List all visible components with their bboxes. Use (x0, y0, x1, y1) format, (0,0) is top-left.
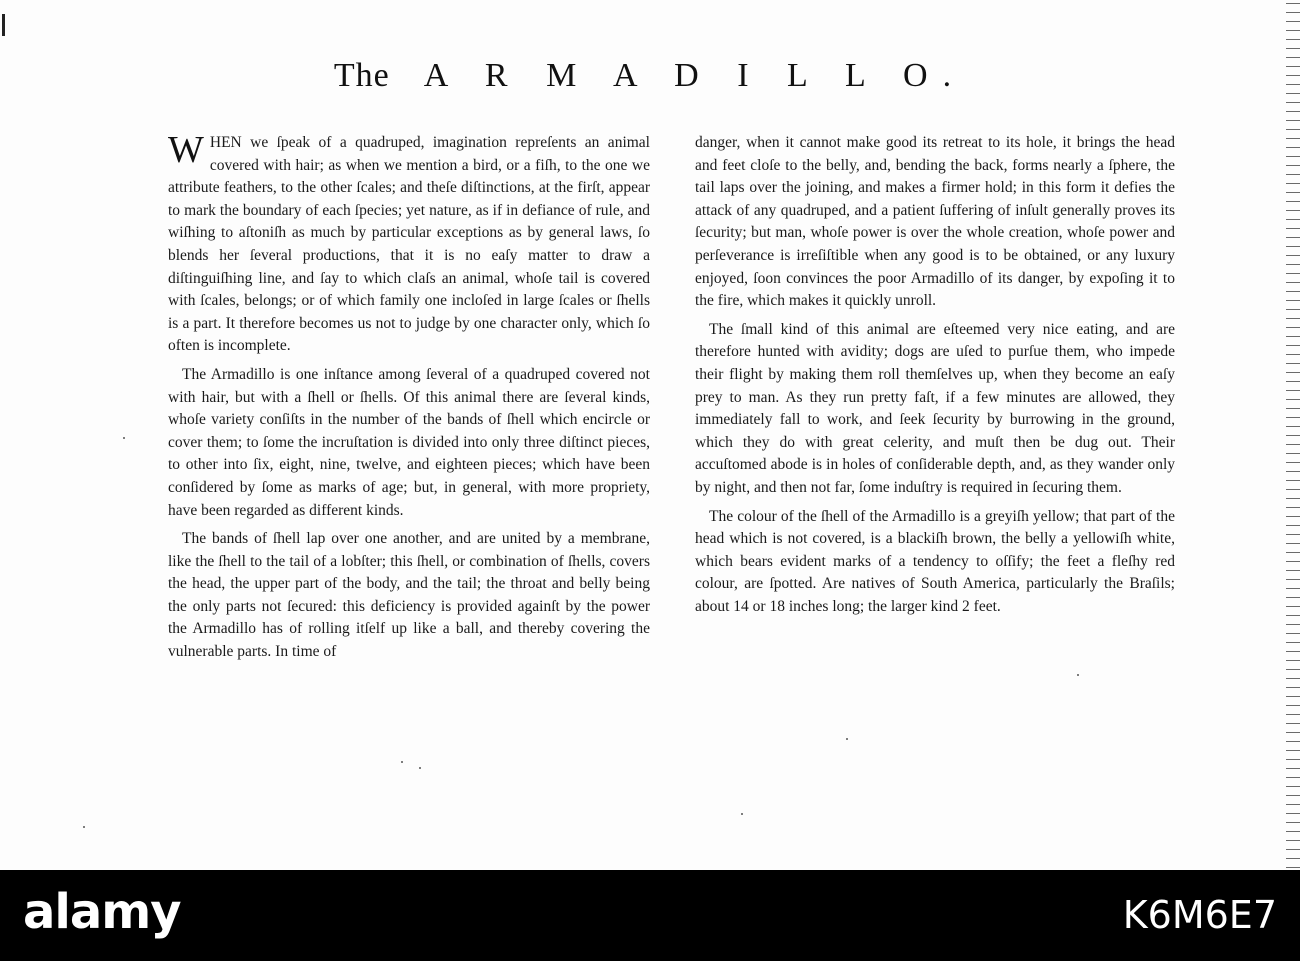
page-edge-mark (2, 14, 5, 36)
paragraph-3: The bands of ſhell lap over one another, and are united by a membrane, like the ſhell to the tail of a lobſter; this ſhell, or combination of ſhells, covers the head, the upper part of the body, and the tail; the throat and belly being the only parts not ſecured: this deficiency is provided againſt by the power the Armadillo has of rolling itſelf up like a ball, and thereby covering the vulnerable parts. In time of (168, 530, 650, 661)
paragraph-6: The colour of the ſhell of the Armadillo is a greyiſh yellow; that part of the head which is not covered, is a blackiſh brown, the belly a yellowiſh white, which bears evident marks of a tendency to oſſify; the feet a fleſhy red colour, are ſpotted. Are natives of South America, particularly the Braſils; about 14 or 18 inches long; the larger kind 2 feet. (695, 507, 1175, 615)
paragraph-5: The ſmall kind of this animal are eſteemed very nice eating, and are therefore hunted with avidity; dogs are uſed to purſue them, who impede their flight by making them roll themſelves up, when they become an eaſy prey to man. As they run pretty faſt, if a few minutes are allowed, they immediately fall to work, and ſeek ſecurity by burrowing in the ground, which they do with great celerity, and muſt then be dug out. Their accuſtomed abode is in holes of conſiderable depth, and, as they wander only by night, and then not far, ſome induſtry is required in ſecuring them. (695, 320, 1175, 496)
watermark-banner (0, 870, 1300, 961)
paragraph-2: The Armadillo is one inſtance among ſeveral of a quadruped covered not with hair, but with a ſhell or ſhells. Of this animal there are ſeveral kinds, whoſe variety conſiſts in the number of the bands of ſhell which encircle or cover them; to ſome the incruſtation is divided into only three diſtinct pieces, to other into ſix, eight, nine, twelve, and eighteen pieces; which have been conſidered by ſome as marks of age; but, in general, with more propriety, have been regarded as different kinds. (168, 365, 650, 519)
title-article: The (333, 57, 390, 94)
page-binding-edge (1286, 0, 1300, 870)
title-name: A R M A D I L L O. (423, 57, 967, 94)
paragraph-4: danger, when it cannot make good its retreat to its hole, it brings the head and feet cloſe to the belly, and, bending the back, forms nearly a ſphere, the tail laps over the joining, and makes a firmer hold; in this form it defies the attack of any quadruped, and a patient ſuffering of inſult generally proves its ſecurity; but man, whoſe power is over the whole creation, whoſe power and perſeverance is irreſiſtible when any good is to be obtained, or any luxury enjoyed, ſoon convinces the poor Armadillo of its danger, by expoſing it to the fire, which makes it quickly unroll. (695, 134, 1175, 310)
stock-logo: alamy (23, 884, 181, 940)
text-column-left (168, 129, 650, 670)
page-title (0, 46, 1300, 106)
image-id-label: K6M6E7 (1122, 893, 1277, 937)
paper-speck (401, 761, 403, 763)
paragraph-1 (168, 129, 650, 358)
paper-speck (741, 813, 743, 815)
drop-cap: W (168, 129, 204, 171)
paper-speck (419, 767, 421, 769)
paper-speck (1077, 674, 1079, 676)
paragraph-1-text: HEN we ſpeak of a quadruped, imagination repreſents an animal covered with hair; as when we mention a bird, or a fiſh, to the one we attribute feathers, to the other ſcales; and theſe diſtinctions, at the firſt, appear to mark the boundary of each ſpecies; yet nature, as if in defiance of rule, and wiſhing to aſtoniſh as much by particular exceptions as by general laws, ſo blends her ſeveral productions, that it is no eaſy matter to draw a diſtinguiſhing line, and ſay to which claſs an animal, whoſe tail is covered with ſcales, belongs; or of which family one incloſed in large ſcales or ſhells is a part. It therefore becomes us not to judge by one character only, which ſo often is incomplete. (168, 134, 650, 355)
paper-speck (83, 826, 85, 828)
text-column-right (695, 132, 1175, 624)
paper-speck (846, 738, 848, 740)
paper-speck (123, 437, 125, 439)
